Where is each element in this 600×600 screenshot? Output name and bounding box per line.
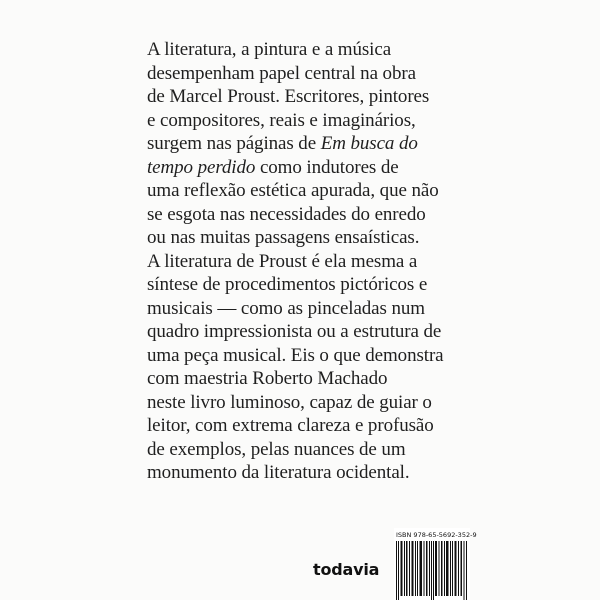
blurb-line: leitor, com extrema clareza e profusão: [147, 415, 434, 436]
blurb-line: de exemplos, pelas nuances de um: [147, 438, 406, 460]
blurb-line: neste livro luminoso, capaz de guiar o: [147, 391, 432, 413]
blurb-line: e compositores, reais e imaginários,: [147, 109, 416, 131]
blurb-line: monumento da literatura ocidental.: [147, 462, 410, 483]
barcode-icon: [396, 541, 468, 600]
book-title-italic: tempo perdido: [147, 156, 256, 178]
blurb-line: síntese de procedimentos pictóricos e: [147, 274, 428, 295]
isbn-label: ISBN 978-65-5692-352-9: [396, 531, 477, 539]
blurb-line: uma peça musical. Eis o que demonstra: [147, 344, 444, 366]
blurb-line: de Marcel Proust. Escritores, pintores: [147, 86, 430, 107]
blurb-line: se esgota nas necessidades do enredo: [147, 203, 426, 225]
blurb-text-run: surgem nas páginas de: [147, 133, 321, 154]
blurb-line: quadro impressionista ou a estrutura de: [147, 321, 442, 342]
blurb-line: A literatura, a pintura e a música: [147, 39, 392, 60]
blurb-line: uma reflexão estética apurada, que não: [147, 180, 439, 201]
blurb-line: musicais — como as pinceladas num: [147, 297, 425, 319]
blurb-line: ou nas muitas passagens ensaísticas.: [147, 227, 420, 248]
blurb-line: [147, 156, 467, 180]
blurb-line: A literatura de Proust é ela mesma a: [147, 250, 418, 272]
publisher-logo: todavia: [313, 560, 380, 579]
blurb-text-run: como indutores de: [255, 156, 399, 178]
blurb-line: [147, 132, 467, 156]
blurb-line: desempenham papel central na obra: [147, 62, 416, 84]
blurb-text: [147, 38, 467, 485]
book-title-italic: Em busca do: [320, 133, 418, 154]
blurb-line: com maestria Roberto Machado: [147, 368, 388, 389]
